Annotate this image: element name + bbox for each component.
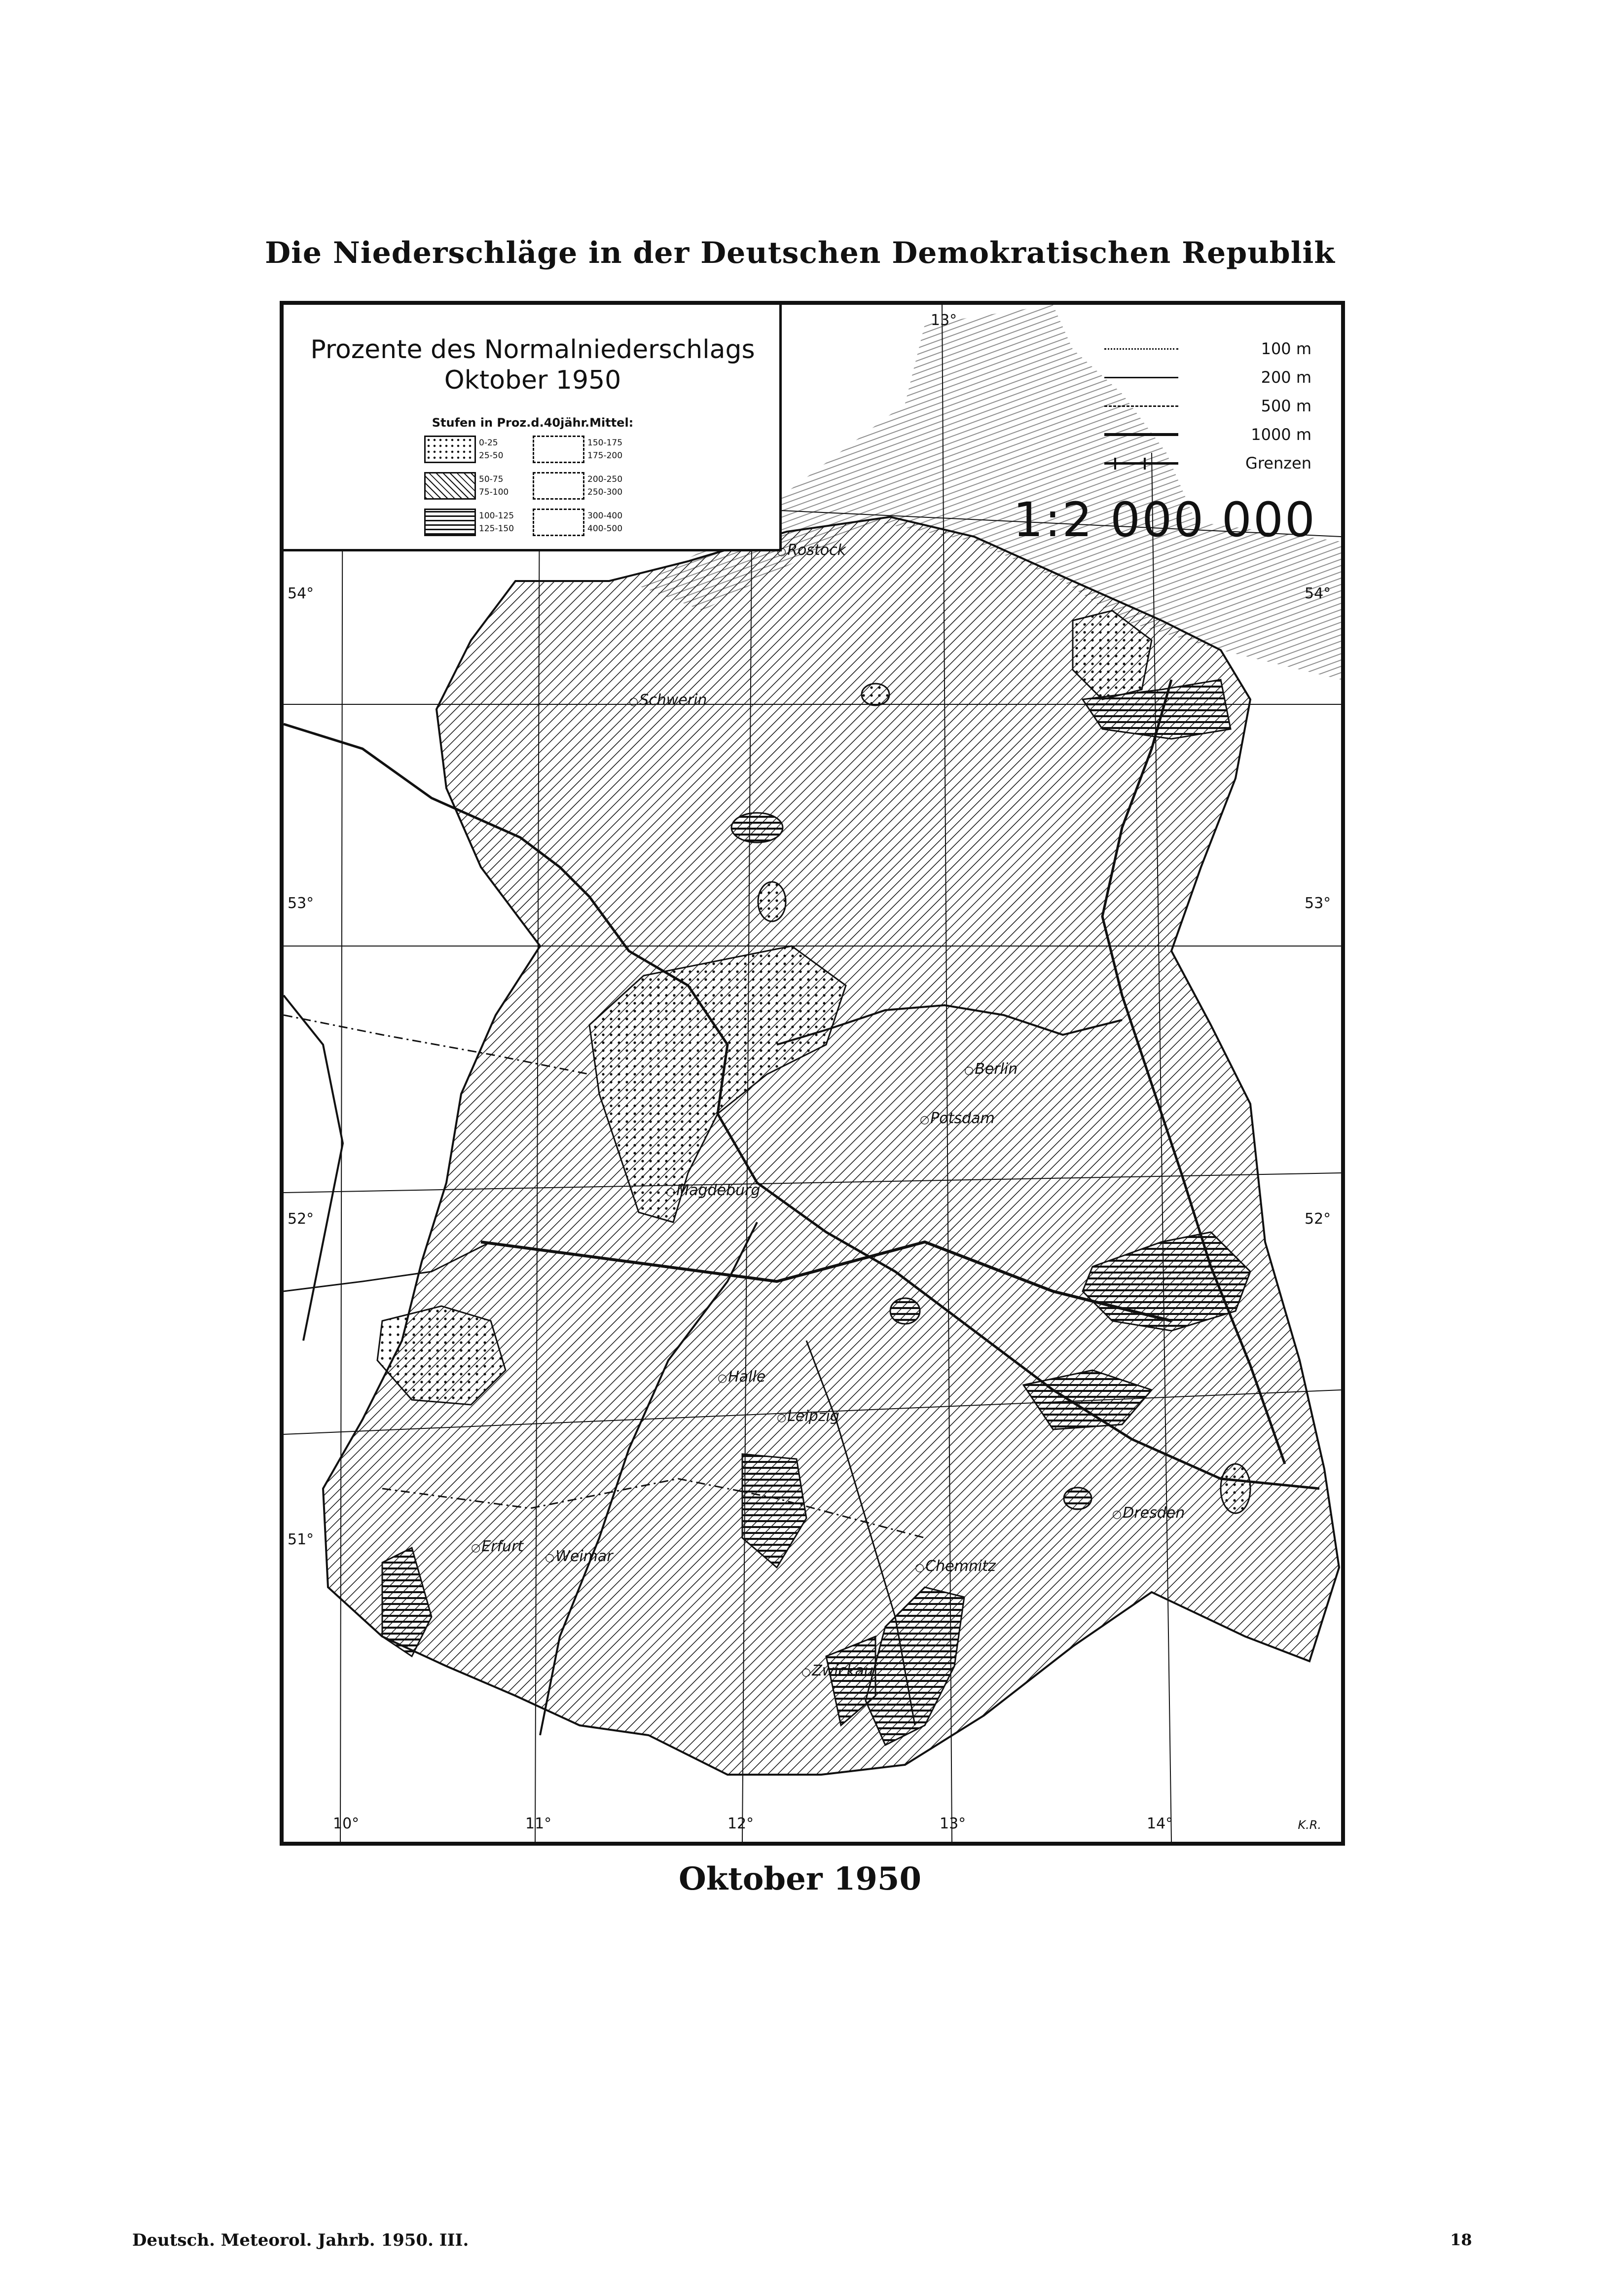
city-berlin: ○ Berlin (964, 1060, 1018, 1078)
legend-swatch-horizontal (424, 509, 476, 536)
legend-class-4-a: 150-175 (587, 438, 623, 448)
legend-class-1 (424, 434, 518, 465)
wet-spot-3 (1064, 1488, 1091, 1509)
legend-swatch-dots (424, 436, 476, 463)
latitude-label-54-left: 54° (288, 585, 314, 602)
longitude-label-10: 10° (333, 1815, 360, 1832)
latitude-label-51-left: 51° (288, 1531, 314, 1548)
legend-class-2-b: 75-100 (479, 487, 509, 497)
city-rostock: ○ Rostock (777, 542, 846, 559)
dry-spot-1 (862, 684, 889, 705)
city-leipzig: ○ Leipzig (777, 1408, 839, 1425)
city-dresden: ○ Dresden (1112, 1504, 1185, 1522)
legend-title-line1: Prozente des Normalniederschlags (310, 335, 755, 364)
legend-title-line2: Oktober 1950 (444, 365, 621, 395)
legend-class-5-a: 200-250 (587, 474, 623, 484)
wet-spot-1 (731, 813, 783, 842)
city-chemnitz: ○ Chemnitz (915, 1558, 996, 1575)
top-longitude-label: 13° (931, 312, 957, 329)
latitude-label-52-left: 52° (288, 1210, 314, 1228)
map-scale: 1:2 000 000 (1013, 492, 1316, 547)
city-potsdam: ○ Potsdam (920, 1110, 995, 1127)
latitude-label-53-left: 53° (288, 895, 314, 912)
elevation-row-200 (1104, 363, 1311, 392)
border-tick-icon (1114, 458, 1116, 470)
elevation-label-borders: Grenzen (1245, 454, 1311, 473)
river-weser-west (284, 995, 343, 1341)
page-number: 18 (1450, 2230, 1472, 2249)
city-schwerin: ○ Schwerin (629, 692, 707, 709)
latitude-label-54-right: 54° (1305, 585, 1331, 602)
city-erfurt: ○ Erfurt (471, 1538, 523, 1555)
latitude-label-52-right: 52° (1305, 1210, 1331, 1228)
legend-class-3-a: 100-125 (479, 511, 514, 521)
legend-swatch-blank-3 (533, 509, 584, 536)
legend-class-4-b: 175-200 (587, 451, 623, 461)
elevation-row-500 (1104, 392, 1311, 420)
legend-class-5-b: 250-300 (587, 487, 623, 497)
longitude-label-12: 12° (727, 1815, 754, 1832)
legend-class-3-b: 125-150 (479, 524, 514, 534)
dry-spot-3 (1221, 1464, 1250, 1513)
legend-class-6-a: 300-400 (587, 511, 623, 521)
legend-swatch-blank-2 (533, 472, 584, 500)
longitude-label-14: 14° (1147, 1815, 1173, 1832)
legend-title (284, 334, 782, 396)
longitude-label-11: 11° (525, 1815, 552, 1832)
precipitation-map (280, 301, 1345, 1846)
elevation-row-100 (1104, 334, 1311, 363)
border-tick-icon (1144, 458, 1146, 470)
legend-class-2 (424, 471, 518, 501)
elevation-label-1000: 1000 m (1251, 425, 1311, 444)
legend-class-1-b: 25-50 (479, 451, 504, 461)
elevation-row-1000 (1104, 420, 1311, 449)
legend-class-5 (533, 471, 627, 501)
city-weimar: ○ Weimar (545, 1548, 613, 1565)
legend-class-2-a: 50-75 (479, 474, 504, 484)
legend-box (284, 305, 782, 551)
city-magdeburg: ○ Magdeburg (666, 1182, 760, 1199)
elevation-row-borders (1104, 449, 1311, 477)
dry-spot-2 (758, 882, 786, 921)
legend-class-6 (533, 507, 627, 538)
legend-class-1-a: 0-25 (479, 438, 498, 448)
legend-class-4 (533, 434, 627, 465)
legend-class-3 (424, 507, 518, 538)
page-title: Die Niederschläge in der Deutschen Demokratischen Republik (265, 236, 1335, 270)
city-halle: ○ Halle (718, 1368, 765, 1385)
elevation-label-500: 500 m (1261, 397, 1311, 415)
elevation-label-200: 200 m (1261, 368, 1311, 387)
map-caption: Oktober 1950 (679, 1860, 921, 1897)
longitude-label-13: 13° (940, 1815, 966, 1832)
elevation-label-100: 100 m (1261, 339, 1311, 358)
legend-class-6-b: 400-500 (587, 524, 623, 534)
legend-swatch-diagonal (424, 472, 476, 500)
map-initials: K.R. (1298, 1818, 1321, 1832)
city-zwickau: ○ Zwickau (801, 1662, 873, 1679)
legend-steps-heading: Stufen in Proz.d.40jähr.Mittel: (432, 416, 634, 430)
wet-spot-2 (890, 1298, 920, 1324)
legend-swatch-blank-1 (533, 436, 584, 463)
journal-reference: Deutsch. Meteorol. Jahrb. 1950. III. (132, 2230, 469, 2250)
latitude-label-53-right: 53° (1305, 895, 1331, 912)
elevation-legend (1104, 334, 1311, 477)
